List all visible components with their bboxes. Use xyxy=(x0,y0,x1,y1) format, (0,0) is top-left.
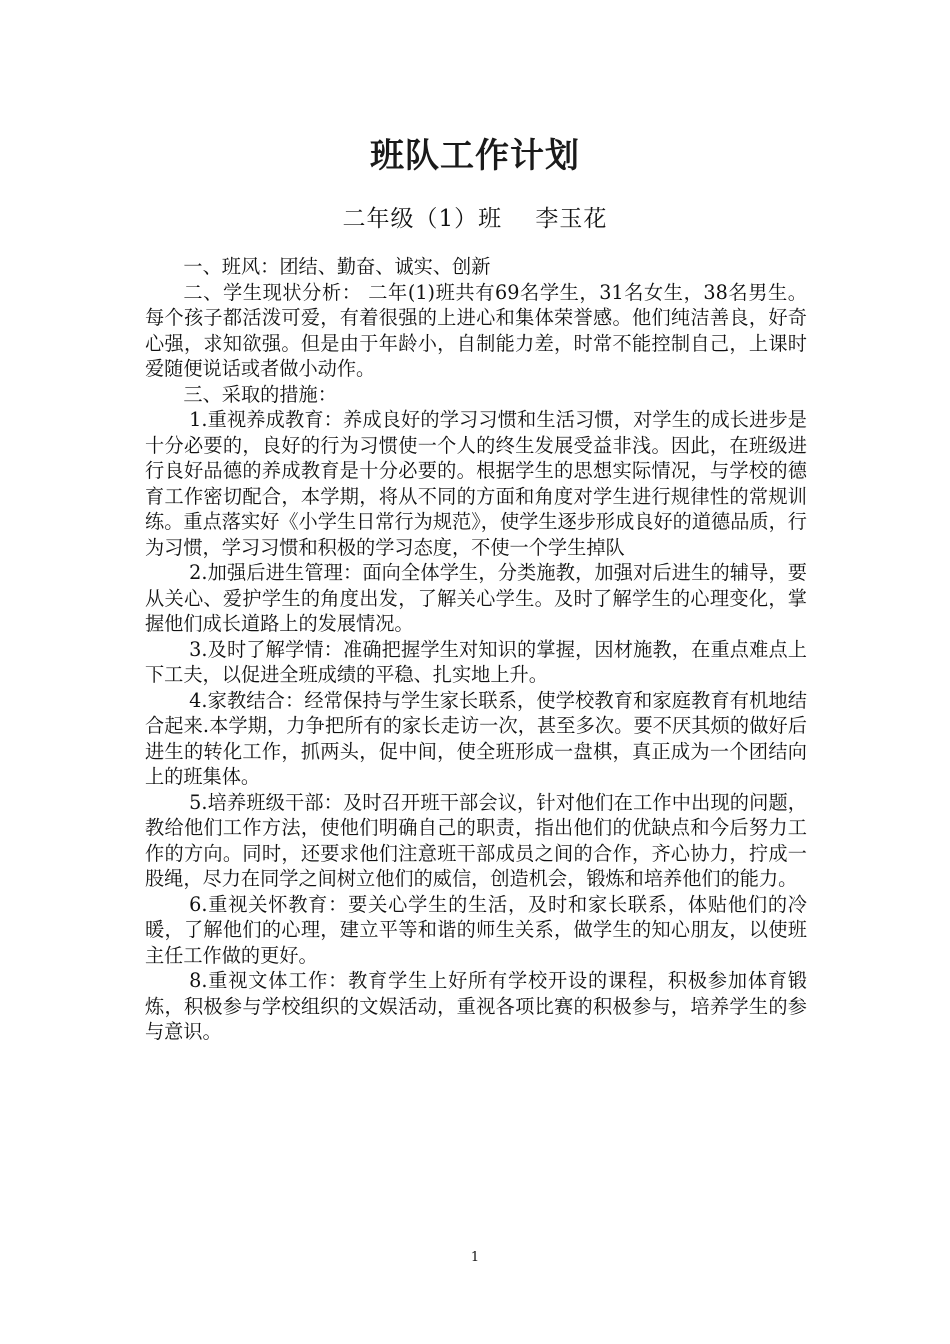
measure-item-2: 2.加强后进生管理：面向全体学生，分类施教，加强对后进生的辅导，要从关心、爱护学生的角度出发，了解关心学生。及时了解学生的心理变化，掌握他们成长道路上的发展情况。 xyxy=(145,561,807,635)
page-number: 1 xyxy=(470,1250,480,1265)
section-student-analysis: 二、学生现状分析： 二年(1)班共有69名学生，31名女生，38名男生。每个孩子都活泼可爱，有着很强的上进心和集体荣誉感。他们纯洁善良，好奇心强，求知欲强。但是由于年龄小，自制能力差，时常不能控制自己，上课时爱随便说话或者做小动作。 xyxy=(145,280,807,380)
measure-item-5: 5.培养班级干部：及时召开班干部会议，针对他们在工作中出现的问题，教给他们工作方法，使他们明确自己的职责，指出他们的优缺点和今后努力工作的方向。同时，还要求他们注意班干部成员之间的合作，齐心协力，拧成一股绳，尽力在同学之间树立他们的威信，创造机会，锻炼和培养他们的能力。 xyxy=(145,790,807,890)
document-title: 班队工作计划 xyxy=(370,136,580,176)
class-and-author: 二年级（1）班 李玉花 xyxy=(342,206,608,232)
measure-item-4: 4.家教结合：经常保持与学生家长联系，使学校教育和家庭教育有机地结合起来.本学期，力争把所有的家长走访一次，甚至多次。要不厌其烦的做好后进生的转化工作，抓两头，促中间，使全班形成一盘棋，真正成为一个团结向上的班集体。 xyxy=(145,688,807,788)
section-class-style: 一、班风：团结、勤奋、诚实、创新 xyxy=(183,255,491,278)
measure-item-3: 3.及时了解学情：准确把握学生对知识的掌握，因材施教，在重点难点上下工夫，以促进全班成绩的平稳、扎实地上升。 xyxy=(145,637,807,686)
measure-item-6: 6.重视关怀教育：要关心学生的生活，及时和家长联系，体贴他们的冷暖，了解他们的心理，建立平等和谐的师生关系，做学生的知心朋友，以使班主任工作做的更好。 xyxy=(145,892,807,967)
measure-item-1: 1.重视养成教育：养成良好的学习习惯和生活习惯，对学生的成长进步是十分必要的，良好的行为习惯使一个人的终生发展受益非浅。因此，在班级进行良好品德的养成教育是十分必要的。根据学生的思想实际情况，与学校的德育工作密切配合，本学期，将从不同的方面和角度对学生进行规律性的常规训练。重点落实好《小学生日常行为规范》，使学生逐步形成良好的道德品质，行为习惯，学习习惯和积极的学习态度，不使一个学生掉队 xyxy=(145,408,807,559)
section-measures-heading: 三、采取的措施： xyxy=(183,382,337,406)
measure-item-8: 8.重视文体工作：教育学生上好所有学校开设的课程，积极参加体育锻炼，积极参与学校组织的文娱活动，重视各项比赛的积极参与，培养学生的参与意识。 xyxy=(145,969,807,1043)
document-body xyxy=(145,254,807,1045)
